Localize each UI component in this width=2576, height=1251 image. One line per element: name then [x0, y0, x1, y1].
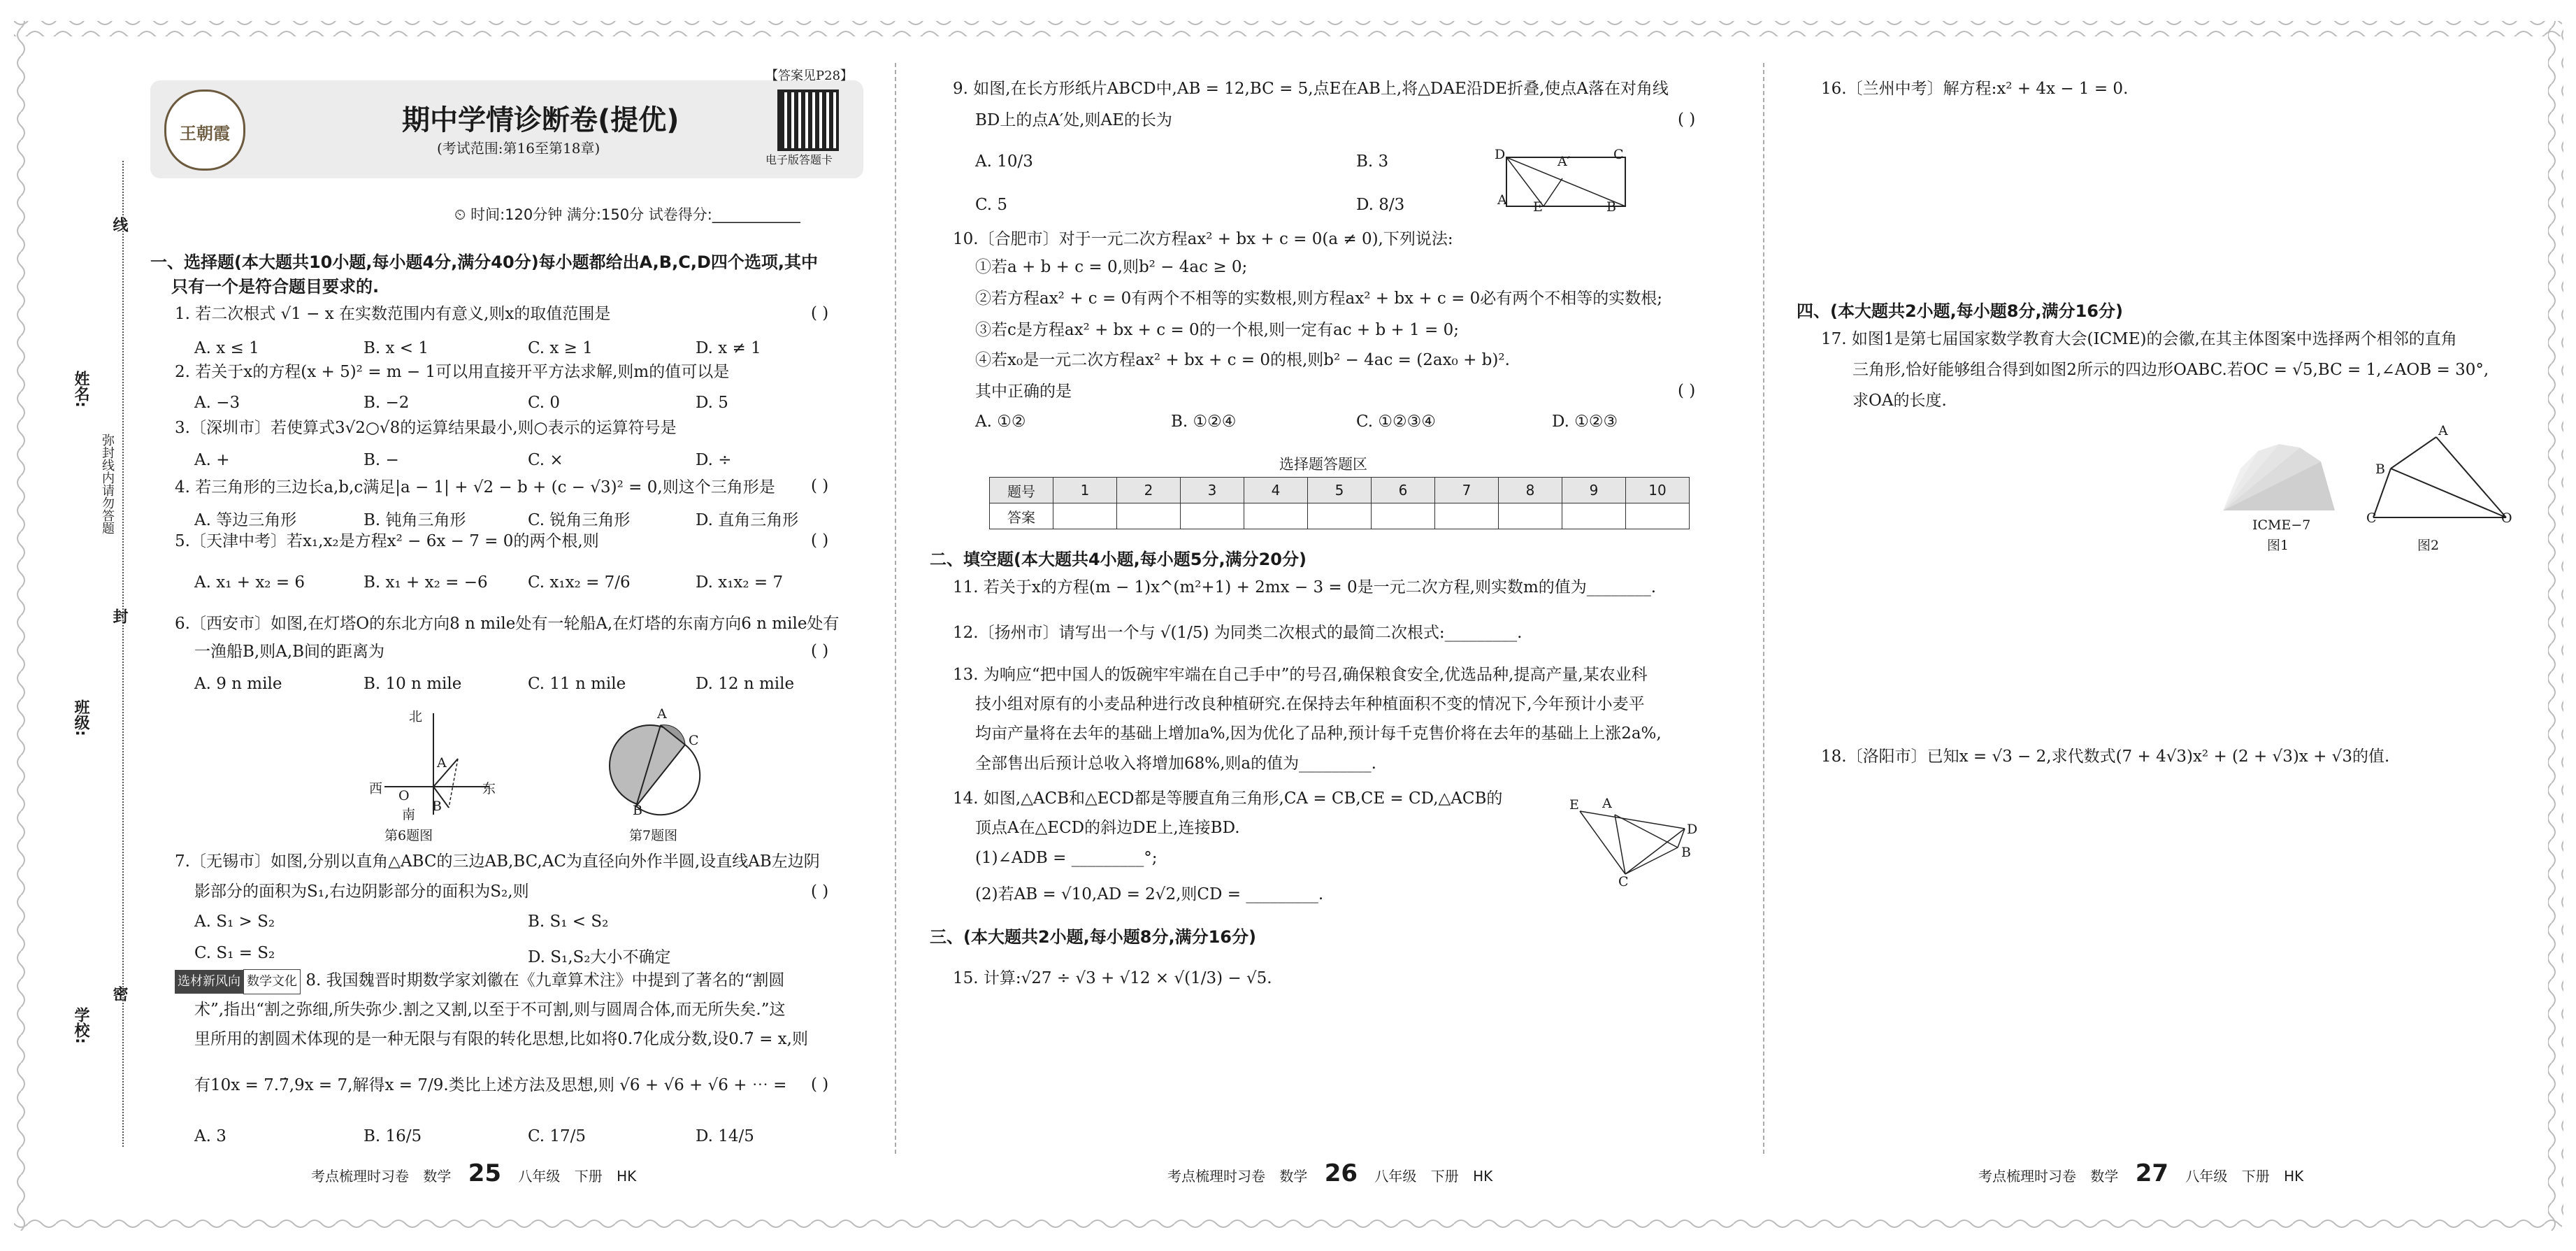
answer-table-row2-label: 答案 [990, 503, 1053, 529]
q3-option-b[interactable]: B. − [364, 451, 399, 469]
footer-subject: 数学 [1279, 1168, 1308, 1185]
answer-table [989, 477, 1690, 529]
qr-caption: 电子版答题卡 [765, 153, 833, 166]
answer-cell[interactable] [1308, 503, 1372, 529]
question-13-line-3: 均亩产量将在去年的基础上增加a%,因为优化了品种,预计每千克售价将在去年的基础上上涨2a%, [975, 724, 1662, 743]
fig14-point-e: E [1569, 797, 1579, 813]
q10-option-a[interactable]: A. ①② [975, 413, 1026, 431]
fig9-point-d: D [1495, 147, 1506, 162]
question-8-text: 8. 我国魏晋时期数学家刘徽在《九章算术注》中提到了著名的“割圆 [305, 971, 785, 989]
fig14-point-b: B [1681, 845, 1691, 860]
figure-7-caption: 第7题图 [629, 828, 678, 843]
q10-option-b[interactable]: B. ①②④ [1171, 413, 1237, 431]
fig2-point-c: C [2366, 510, 2377, 526]
answer-cell[interactable] [1244, 503, 1308, 529]
q9-option-d[interactable]: D. 8/3 [1356, 196, 1405, 214]
fig9-point-aprime: A′ [1557, 154, 1571, 169]
answer-table-num: 7 [1435, 478, 1499, 503]
answer-table-num: 5 [1308, 478, 1372, 503]
answer-table-num: 3 [1181, 478, 1244, 503]
figure-14-triangles [1566, 790, 1706, 888]
question-11: 11. 若关于x的方程(m − 1)x^(m²+1) + 2mx − 3 = 0是一元二次方程,则实数m的值为________. [953, 578, 1657, 596]
question-17-line-3: 求OA的长度. [1852, 392, 1947, 410]
fig9-point-a: A [1497, 192, 1507, 208]
fig6-point-o: O [398, 788, 410, 803]
q6-option-d[interactable]: D. 12 n mile [696, 675, 795, 693]
answer-table-num: 10 [1626, 478, 1690, 503]
q9-option-b[interactable]: B. 3 [1356, 152, 1389, 171]
answer-area-title: 选择题答题区 [1279, 456, 1367, 473]
fig14-point-a: A [1602, 796, 1612, 811]
q6-option-c[interactable]: C. 11 n mile [528, 675, 626, 693]
footer-grade: 八年级 [1374, 1168, 1417, 1185]
answer-paren-5[interactable]: ( ) [811, 531, 829, 550]
fig6-east-label: 东 [482, 781, 496, 796]
question-5: 5.〔天津中考〕若x₁,x₂是方程x² − 6x − 7 = 0的两个根,则 [175, 532, 599, 550]
question-8-line-4: 有10x = 7.7̇,9x = 7,解得x = 7/9.类比上述方法及思想,则 √6 + √6 + √6 + ⋯ = [194, 1076, 787, 1094]
q6-option-a[interactable]: A. 9 n mile [194, 675, 282, 693]
q10-statement-1: ①若a + b + c = 0,则b² − 4ac ≥ 0; [975, 258, 1248, 276]
q7-option-b[interactable]: B. S₁ < S₂ [528, 913, 609, 931]
page-title: 期中学情诊断卷(提优) [402, 104, 679, 136]
page-number: 26 [1324, 1159, 1358, 1187]
answer-paren-8[interactable]: ( ) [811, 1075, 829, 1094]
q10-statement-3: ③若c是方程ax² + bx + c = 0的一个根,则一定有ac + b + 1 = 0; [975, 321, 1459, 339]
side-label-name: 姓名: [72, 371, 89, 408]
question-14: 14. 如图,△ACB和△ECD都是等腰直角三角形,CA = CB,CE = CD,△ACB的 [953, 789, 1503, 808]
icme-label: ICME−7 [2252, 517, 2311, 533]
question-14-part-1: (1)∠ADB = _________°; [975, 849, 1158, 867]
section-3-title: 三、(本大题共2小题,每小题8分,满分16分) [930, 927, 1256, 947]
fig6-point-b: B [432, 799, 442, 814]
figure-6-caption: 第6题图 [384, 828, 433, 843]
fig2-point-o: O [2501, 510, 2512, 526]
answer-cell[interactable] [1053, 503, 1117, 529]
question-18: 18.〔洛阳市〕已知x = √3 − 2,求代数式(7 + 4√3)x² + (2 + √3)x + √3的值. [1821, 748, 2390, 766]
fig6-west-label: 西 [369, 781, 383, 796]
column-divider-1 [895, 63, 896, 1154]
q10-statement-4: ④若x₀是一元二次方程ax² + bx + c = 0的根,则b² − 4ac = (2ax₀ + b)². [975, 351, 1510, 369]
answer-ref: 【答案见P28】 [765, 69, 854, 83]
q5-option-b[interactable]: B. x₁ + x₂ = −6 [364, 573, 488, 592]
fig9-point-c: C [1613, 147, 1624, 162]
q4-option-a[interactable]: A. 等边三角形 [194, 511, 297, 529]
section-2-title: 二、填空题(本大题共4小题,每小题5分,满分20分) [930, 550, 1307, 569]
q5-option-c[interactable]: C. x₁x₂ = 7/6 [528, 573, 631, 592]
answer-cell[interactable] [1372, 503, 1435, 529]
question-1: 1. 若二次根式 √1 − x 在实数范围内有意义,则x的取值范围是 [175, 305, 611, 323]
q9-option-a[interactable]: A. 10/3 [975, 152, 1033, 171]
section-1-title: 一、选择题(本大题共10小题,每小题4分,满分40分)每小题都给出A,B,C,D四个选项,其中 [150, 252, 818, 272]
footer-page-27 [1978, 1159, 2303, 1187]
q4-option-c[interactable]: C. 锐角三角形 [528, 511, 631, 529]
question-7: 7.〔无锡市〕如图,分别以直角△ABC的三边AB,BC,AC为直径向外作半圆,设直线AB左边阴 [175, 852, 820, 871]
footer-series: 考点梳理时习卷 [1167, 1168, 1265, 1185]
footer-subject: 数学 [423, 1168, 452, 1185]
question-8-line-3: 里所用的割圆术体现的是一种无限与有限的转化思想,比如将0.7̇化成分数,设0.7̇ = x,则 [194, 1030, 808, 1048]
q8-option-c[interactable]: C. 17/5 [528, 1127, 587, 1145]
answer-paren-9[interactable]: ( ) [1678, 110, 1696, 129]
q10-statement-2: ②若方程ax² + c = 0有两个不相等的实数根,则方程ax² + bx + c = 0必有两个不相等的实数根; [975, 289, 1663, 308]
q2-option-d[interactable]: D. 5 [696, 394, 728, 412]
q4-option-d[interactable]: D. 直角三角形 [696, 511, 799, 529]
logo [164, 90, 245, 171]
question-7-line-2: 影部分的面积为S₁,右边阴影部分的面积为S₂,则 [194, 882, 529, 901]
side-label-mi: 密 [110, 986, 128, 1001]
figure-7-semicircles [608, 710, 706, 818]
question-14-part-2: (2)若AB = √10,AD = 2√2,则CD = _________. [975, 885, 1324, 903]
figure-1-caption: 图1 [2267, 538, 2289, 553]
question-6: 6.〔西安市〕如图,在灯塔O的东北方向8 n mile处有一轮船A,在灯塔的东南方向6 n mile处有 [175, 615, 840, 633]
answer-cell[interactable] [1626, 503, 1690, 529]
footer-term: 下册 [2241, 1168, 2270, 1185]
exam-scope: (考试范围:第16至第18章) [437, 140, 600, 157]
fig7-point-b: B [633, 803, 642, 818]
question-15: 15. 计算:√27 ÷ √3 + √12 × √(1/3) − √5. [953, 969, 1272, 987]
answer-table-num: 6 [1372, 478, 1435, 503]
fig2-point-b: B [2375, 462, 2385, 477]
section-1-title-2: 只有一个是符合题目要求的. [171, 277, 380, 296]
q7-option-d[interactable]: D. S₁,S₂大小不确定 [528, 948, 671, 966]
fig6-north-label: 北 [409, 709, 423, 724]
qr-code[interactable] [777, 90, 839, 151]
clock-icon: ⏲ [454, 206, 466, 223]
q9-option-c[interactable]: C. 5 [975, 196, 1008, 214]
exam-meta-text: 时间:120分钟 满分:150分 试卷得分: [470, 206, 712, 223]
answer-table-num: 2 [1117, 478, 1181, 503]
answer-table-answer-row [990, 503, 1690, 529]
question-14-line-2: 顶点A在△ECD的斜边DE上,连接BD. [975, 819, 1240, 837]
answer-table-num: 9 [1562, 478, 1626, 503]
q1-option-c[interactable]: C. x ≥ 1 [528, 339, 593, 357]
fig7-point-c: C [689, 733, 699, 748]
question-13: 13. 为响应“把中国人的饭碗牢牢端在自己手中”的号召,确保粮食安全,优选品种,提高产量,某农业科 [953, 666, 1648, 684]
q1-option-a[interactable]: A. x ≤ 1 [194, 339, 259, 357]
question-13-line-4: 全部售出后预计总收入将增加68%,则a的值为_________. [975, 755, 1376, 773]
q2-option-c[interactable]: C. 0 [528, 394, 561, 412]
question-2: 2. 若关于x的方程(x + 5)² = m − 1可以用直接开平方法求解,则m的值可以是 [175, 363, 730, 381]
q2-option-b[interactable]: B. −2 [364, 394, 410, 412]
page-number: 25 [468, 1159, 502, 1187]
question-12: 12.〔扬州市〕请写出一个与 √(1/5) 为同类二次根式的最简二次根式:_________. [953, 624, 1523, 642]
icme-logo-figure [2216, 434, 2342, 517]
answer-paren-7[interactable]: ( ) [811, 882, 829, 901]
answer-cell[interactable] [1117, 503, 1181, 529]
fig6-point-a: A [437, 755, 447, 771]
answer-cell[interactable] [1499, 503, 1562, 529]
binding-line [122, 161, 124, 1147]
q5-option-d[interactable]: D. x₁x₂ = 7 [696, 573, 784, 592]
fig6-south-label: 南 [402, 807, 416, 822]
q8-option-b[interactable]: B. 16/5 [364, 1127, 422, 1145]
fig14-point-c: C [1618, 874, 1629, 889]
page-number: 27 [2135, 1159, 2169, 1187]
side-seal-note: 弥封线内请勿答题 [100, 434, 115, 534]
fig14-point-d: D [1687, 822, 1698, 837]
answer-cell[interactable] [1562, 503, 1626, 529]
answer-table-num: 4 [1244, 478, 1308, 503]
q8-option-a[interactable]: A. 3 [194, 1127, 226, 1145]
figure-2-caption: 图2 [2417, 538, 2440, 553]
question-13-line-2: 技小组对原有的小麦品种进行改良种植研究.在保持去年种植面积不变的情况下,今年预计小麦平 [975, 695, 1645, 713]
q3-option-c[interactable]: C. × [528, 451, 563, 469]
side-label-school: 学校: [72, 1007, 89, 1044]
question-16: 16.〔兰州中考〕解方程:x² + 4x − 1 = 0. [1821, 80, 2129, 98]
question-17: 17. 如图1是第七届国家数学教育大会(ICME)的会徽,在其主体图案中选择两个相邻的直角 [1821, 330, 2457, 348]
question-8 [175, 968, 784, 994]
fig9-point-b: B [1606, 199, 1616, 215]
footer-subject: 数学 [2090, 1168, 2119, 1185]
answer-table-header-row [990, 478, 1690, 503]
footer-page-25 [311, 1159, 636, 1187]
q1-option-d[interactable]: D. x ≠ 1 [696, 339, 761, 357]
q7-option-a[interactable]: A. S₁ > S₂ [194, 913, 275, 931]
footer-grade: 八年级 [2185, 1168, 2228, 1185]
answer-paren-4[interactable]: ( ) [811, 477, 829, 495]
side-label-feng: 封 [110, 608, 128, 624]
q10-question: 其中正确的是 [975, 383, 1072, 401]
q10-option-c[interactable]: C. ①②③④ [1356, 413, 1436, 431]
q2-option-a[interactable]: A. −3 [194, 394, 240, 412]
footer-edition: HK [1473, 1168, 1493, 1185]
q10-option-d[interactable]: D. ①②③ [1552, 413, 1618, 431]
footer-series: 考点梳理时习卷 [1978, 1168, 2076, 1185]
q3-option-d[interactable]: D. ÷ [696, 451, 732, 469]
section-4-title: 四、(本大题共2小题,每小题8分,满分16分) [1797, 301, 2123, 321]
q8-option-d[interactable]: D. 14/5 [696, 1127, 754, 1145]
answer-cell[interactable] [1181, 503, 1244, 529]
question-6-line-2: 一渔船B,则A,B间的距离为 [194, 643, 385, 661]
side-label-class: 班级: [72, 699, 89, 736]
column-divider-2 [1763, 63, 1764, 1154]
answer-paren-1[interactable]: ( ) [811, 304, 829, 322]
footer-page-26 [1167, 1159, 1492, 1187]
q4-option-b[interactable]: B. 钝角三角形 [364, 511, 466, 529]
question-17-line-2: 三角形,恰好能够组合得到如图2所示的四边形OABC.若OC = √5,BC = 1,∠AOB = 30°, [1852, 361, 2489, 379]
side-label-xian: 线 [110, 217, 128, 232]
q6-option-b[interactable]: B. 10 n mile [364, 675, 462, 693]
fig7-point-a: A [657, 706, 667, 722]
q1-option-b[interactable]: B. x < 1 [364, 339, 429, 357]
badge-new-trend: 选材新风向 [175, 970, 243, 994]
answer-paren-6[interactable]: ( ) [811, 642, 829, 660]
question-9-line-2: BD上的点A′处,则AE的长为 [975, 111, 1172, 129]
question-9: 9. 如图,在长方形纸片ABCD中,AB = 12,BC = 5,点E在AB上,将△DAE沿DE折叠,使点A落在对角线 [953, 80, 1669, 98]
fig2-point-a: A [2438, 423, 2448, 438]
exam-meta: ⏲ 时间:120分钟 满分:150分 试卷得分:____________ [454, 206, 800, 223]
footer-series: 考点梳理时习卷 [311, 1168, 409, 1185]
footer-edition: HK [2284, 1168, 2304, 1185]
question-3: 3.〔深圳市〕若使算式3√2○√8的运算结果最小,则○表示的运算符号是 [175, 419, 677, 437]
q7-option-c[interactable]: C. S₁ = S₂ [194, 944, 275, 962]
answer-table-num: 8 [1499, 478, 1562, 503]
logo-text: 王朝霞 [180, 123, 230, 143]
answer-table-row1-label: 题号 [990, 478, 1053, 503]
q5-option-a[interactable]: A. x₁ + x₂ = 6 [194, 573, 305, 592]
answer-cell[interactable] [1435, 503, 1499, 529]
answer-table-num: 1 [1053, 478, 1117, 503]
q3-option-a[interactable]: A. + [194, 451, 230, 469]
question-10: 10.〔合肥市〕对于一元二次方程ax² + bx + c = 0(a ≠ 0),下列说法: [953, 230, 1453, 248]
answer-paren-10[interactable]: ( ) [1678, 382, 1696, 400]
question-4: 4. 若三角形的三边长a,b,c满足|a − 1| + √2 − b + (c − √3)² = 0,则这个三角形是 [175, 478, 775, 496]
question-8-line-2: 术”,指出“割之弥细,所失弥少.割之又割,以至于不可割,则与圆周合体,而无所失矣.”这 [194, 1001, 786, 1019]
badge-math-culture: 数学文化 [243, 969, 301, 994]
footer-term: 下册 [574, 1168, 603, 1185]
footer-term: 下册 [1430, 1168, 1459, 1185]
footer-grade: 八年级 [518, 1168, 561, 1185]
footer-edition: HK [617, 1168, 637, 1185]
fig9-point-e: E [1533, 199, 1543, 215]
